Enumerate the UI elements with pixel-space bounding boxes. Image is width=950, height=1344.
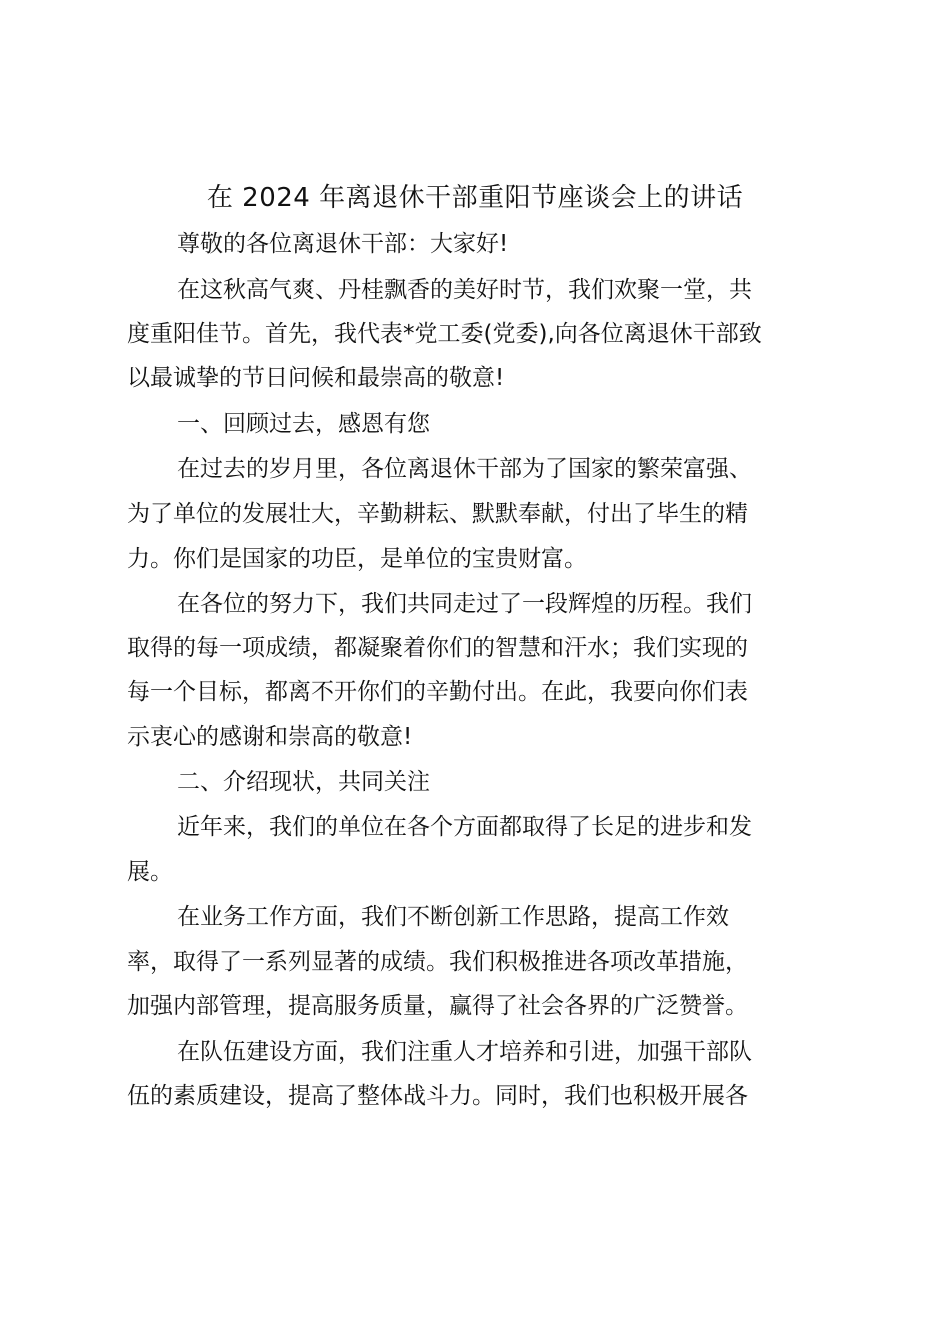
paragraph-line: 在业务工作方面，我们不断创新工作思路，提高工作效 [177, 904, 729, 930]
paragraph-line: 以最诚挚的节日问候和最崇高的敬意! [127, 365, 505, 391]
paragraph-line: 在各位的努力下，我们共同走过了一段辉煌的历程。我们 [177, 591, 752, 617]
document-title: 在 2024 年离退休干部重阳节座谈会上的讲话 [206, 183, 744, 213]
salutation: 尊敬的各位离退休干部：大家好! [177, 231, 509, 257]
paragraph-line: 示衷心的感谢和崇高的敬意! [127, 724, 413, 750]
paragraph-line: 每一个目标，都离不开你们的辛勤付出。在此，我要向你们表 [127, 679, 748, 705]
paragraph-line: 为了单位的发展壮大，辛勤耕耘、默默奉献，付出了毕生的精 [127, 501, 748, 527]
paragraph-line: 伍的素质建设，提高了整体战斗力。同时，我们也积极开展各 [127, 1083, 748, 1109]
section-heading-1: 一、回顾过去，感恩有您 [177, 411, 430, 437]
paragraph-line: 度重阳佳节。首先，我代表*党工委(党委),向各位离退休干部致 [127, 321, 762, 347]
paragraph-line: 在这秋高气爽、丹桂飘香的美好时节，我们欢聚一堂，共 [177, 277, 752, 303]
paragraph-line: 率，取得了一系列显著的成绩。我们积极推进各项改革措施， [127, 949, 748, 975]
section-heading-2: 二、介绍现状，共同关注 [177, 769, 430, 795]
paragraph-line: 加强内部管理，提高服务质量，赢得了社会各界的广泛赞誉。 [127, 993, 748, 1019]
paragraph-line: 取得的每一项成绩，都凝聚着你们的智慧和汗水；我们实现的 [127, 635, 748, 661]
paragraph-line: 在过去的岁月里，各位离退休干部为了国家的繁荣富强、 [177, 456, 752, 482]
paragraph-line: 力。你们是国家的功臣，是单位的宝贵财富。 [127, 546, 587, 572]
paragraph-line: 展。 [127, 859, 173, 885]
paragraph-line: 在队伍建设方面，我们注重人才培养和引进，加强干部队 [177, 1039, 752, 1065]
paragraph-line: 近年来，我们的单位在各个方面都取得了长足的进步和发 [177, 814, 752, 840]
